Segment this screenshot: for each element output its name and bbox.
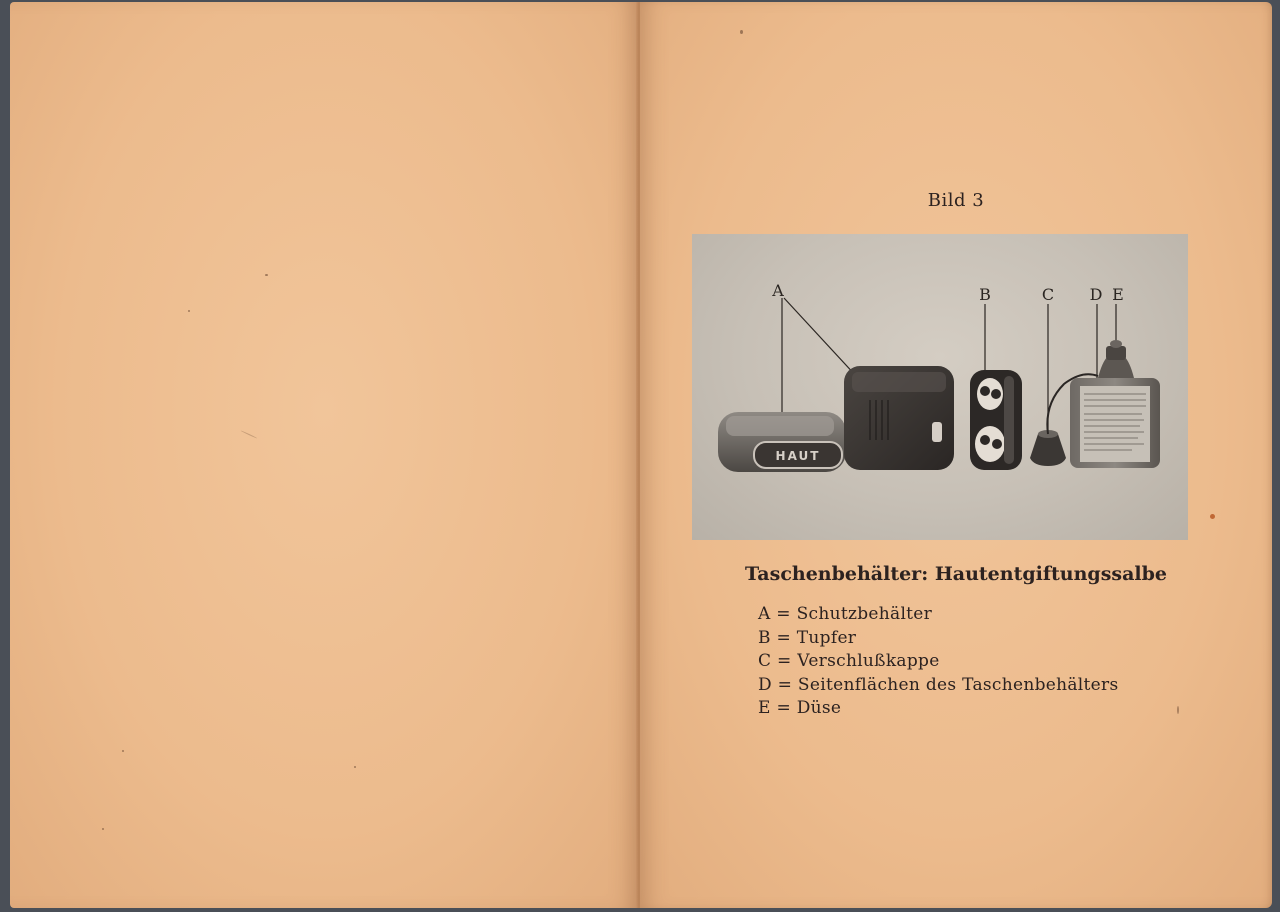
photo-label-b: B [979, 285, 991, 304]
legend-separator: = [777, 651, 792, 671]
photo-label-c: C [1041, 285, 1055, 304]
legend-row-d [758, 674, 1119, 698]
legend-text: Schutzbehälter [796, 604, 933, 624]
legend-row-a [758, 603, 1119, 627]
legend-key: B [758, 627, 771, 648]
figure-label: Bild 3 [927, 190, 985, 211]
paper-speck [102, 828, 104, 830]
legend-text: Seitenflächen des Taschenbehälters [797, 674, 1119, 695]
legend-separator: = [776, 604, 791, 624]
legend-row-c [758, 650, 1119, 674]
paper-speck [1210, 514, 1215, 519]
figure-photo-drawing [692, 234, 1188, 540]
legend-key: E [758, 698, 771, 718]
legend-text: Düse [796, 698, 842, 718]
paper-mark [1177, 706, 1179, 714]
figure-legend [758, 603, 1119, 721]
legend-key: D [758, 674, 772, 695]
figure-caption: Taschenbehälter: Hautentgiftungssalbe [744, 563, 1168, 585]
right-page [640, 2, 1272, 908]
paper-speck [265, 274, 268, 276]
legend-separator: = [776, 627, 792, 648]
swab-b [970, 370, 1022, 470]
legend-text: Tupfer [796, 627, 857, 648]
paper-speck [740, 30, 743, 34]
legend-key: C [758, 651, 772, 671]
paper-speck [122, 750, 124, 752]
photo-label-d: D [1089, 285, 1103, 304]
legend-key: A [758, 604, 771, 624]
paper-speck [354, 766, 356, 768]
legend-row-b [758, 627, 1119, 651]
paper-speck [188, 310, 190, 312]
legend-row-e [758, 697, 1119, 721]
box-text: HAUT [775, 449, 821, 463]
flask-d [1070, 340, 1160, 468]
left-page [10, 2, 638, 908]
protective-case-upright [844, 366, 954, 470]
paper-fiber [241, 430, 258, 439]
photo-label-e: E [1112, 285, 1124, 304]
protective-case-a [718, 412, 846, 472]
legend-separator: = [776, 698, 791, 718]
figure-photo [692, 234, 1188, 540]
legend-text: Verschlußkappe [797, 651, 940, 671]
legend-separator: = [777, 674, 793, 695]
photo-label-a: A [772, 281, 784, 300]
